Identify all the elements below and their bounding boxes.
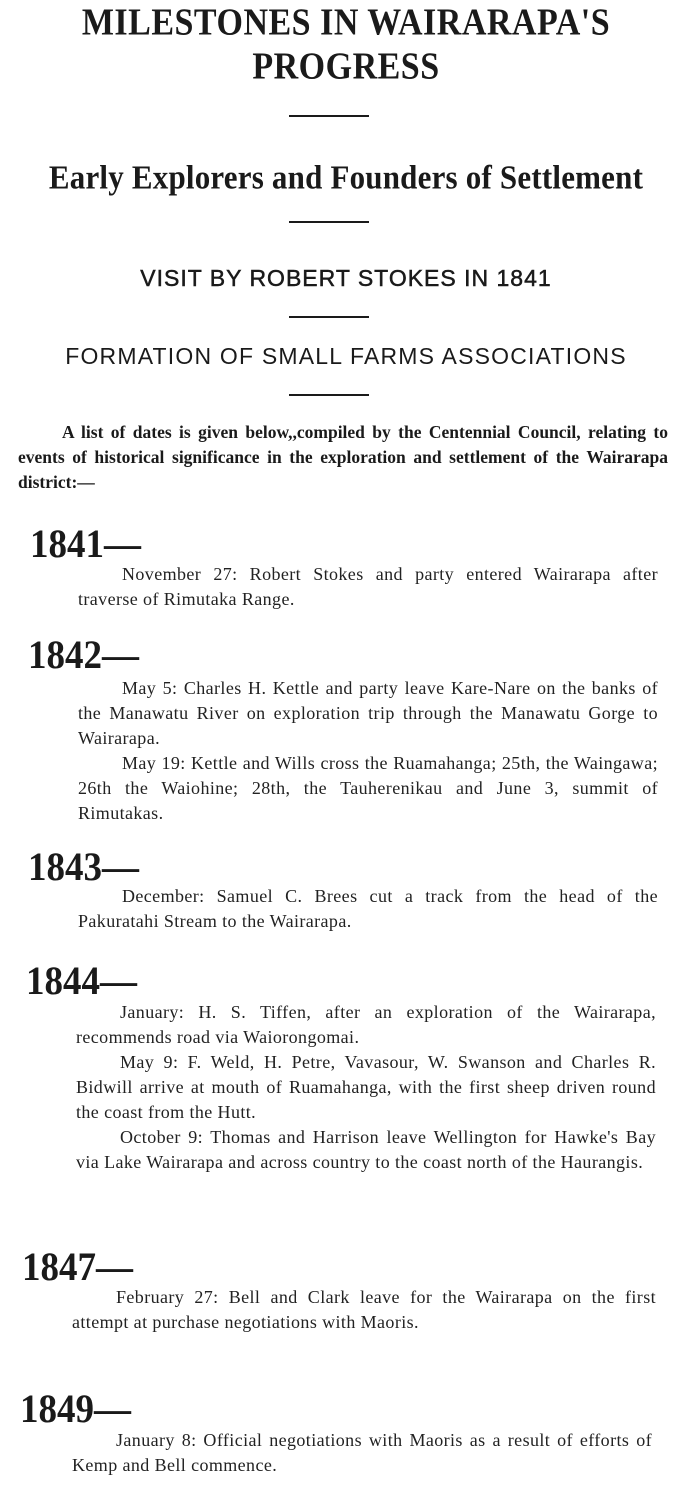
entry-paragraph: May 19: Kettle and Wills cross the Ruamahanga; 25th, the Waingawa; 26th the Waiohine; 28th, the Tauherenikau and June 3, summit of Rimutakas. xyxy=(78,753,658,823)
divider-rule xyxy=(289,221,369,223)
divider-rule xyxy=(289,115,369,117)
entry-1841 xyxy=(78,562,658,612)
entry-paragraph: October 9: Thomas and Harrison leave Wellington for Hawke's Bay via Lake Wairarapa and across country to the coast north of the Haurangis. xyxy=(76,1127,656,1172)
entry-paragraph: May 5: Charles H. Kettle and party leave Kare-Nare on the banks of the Manawatu River on exploration trip through the Manawatu Gorge to Wairarapa. xyxy=(78,678,658,748)
entry-1847 xyxy=(72,1285,656,1335)
subheadline: Early Explorers and Founders of Settlement xyxy=(48,158,644,196)
entry-paragraph: November 27: Robert Stokes and party entered Wairarapa after traverse of Rimutaka Range. xyxy=(78,564,658,609)
entry-paragraph: May 9: F. Weld, H. Petre, Vavasour, W. Swanson and Charles R. Bidwill arrive at mouth of Ruamahanga, with the first sheep driven round the coast from the Hutt. xyxy=(76,1052,656,1122)
divider-rule xyxy=(289,316,369,318)
entry-paragraph: December: Samuel C. Brees cut a track from the head of the Pakuratahi Stream to the Wairarapa. xyxy=(78,886,658,931)
headline-line-1: MILESTONES IN WAIRARAPA'S xyxy=(81,2,611,44)
entry-1843 xyxy=(78,884,658,934)
entry-1849 xyxy=(72,1428,652,1478)
entry-paragraph: January 8: Official negotiations with Maoris as a result of efforts of Kemp and Bell commence. xyxy=(72,1430,652,1475)
year-heading-1841: 1841— xyxy=(30,521,141,567)
entry-1842 xyxy=(78,676,658,826)
year-heading-1844: 1844— xyxy=(26,958,137,1004)
deck-visit: VISIT BY ROBERT STOKES IN 1841 xyxy=(140,265,552,291)
year-heading-1849: 1849— xyxy=(20,1386,131,1432)
entry-1844 xyxy=(76,1000,656,1175)
year-heading-1847: 1847— xyxy=(22,1244,133,1290)
divider-rule xyxy=(289,394,369,396)
entry-paragraph: February 27: Bell and Clark leave for the Wairarapa on the first attempt at purchase negotiations with Maoris. xyxy=(72,1287,656,1332)
year-heading-1842: 1842— xyxy=(28,632,139,678)
intro-paragraph: A list of dates is given below,,compiled by the Centennial Council, relating to events of historical significance in the exploration and settlement of the Wairarapa district:— xyxy=(18,422,668,492)
entry-paragraph: January: H. S. Tiffen, after an exploration of the Wairarapa, recommends road via Waiorongomai. xyxy=(76,1002,656,1047)
year-heading-1843: 1843— xyxy=(28,844,139,890)
headline-line-2: PROGRESS xyxy=(252,46,440,88)
deck-formation: FORMATION OF SMALL FARMS ASSOCIATIONS xyxy=(65,343,627,369)
